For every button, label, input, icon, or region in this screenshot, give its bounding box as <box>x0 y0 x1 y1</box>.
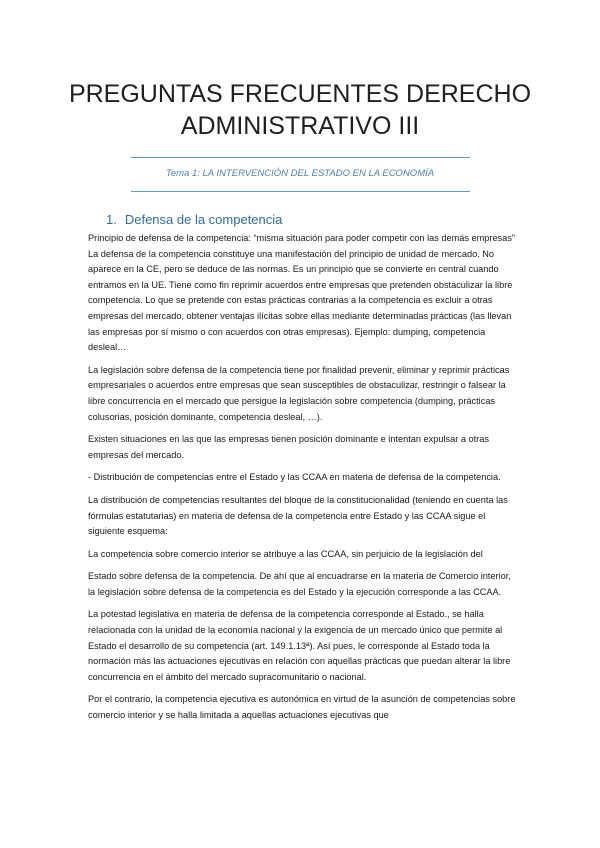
paragraph: - Distribución de competencias entre el Estado y las CCAA en materia de defensa de la competencia. <box>88 472 501 483</box>
document-body <box>88 231 516 731</box>
paragraph: Existen situaciones en las que las empresas tienen posición dominante e intentan expulsar a otras empresas del mercado. <box>88 434 489 460</box>
paragraph: Estado sobre defensa de la competencia. De ahí que al encuadrarse en la materia de Comercio interior, la legislación sobre defensa de la competencia es del Estado y la ejecución corresponde a las CCAA. <box>88 571 511 597</box>
title-divider-top <box>131 157 470 158</box>
section-number: 1. <box>106 212 117 227</box>
section-heading <box>106 212 282 227</box>
document-title <box>40 78 560 142</box>
paragraph: La potestad legislativa en materia de defensa de la competencia corresponde al Estado., se halla relacionada con la unidad de la economía nacional y la exigencia de un mercado único que permite al Estado el desarrollo de su competencia (art. 149.1.13ª). Así pues, le corresponde al Estado toda la normación más las actuaciones ejecutivas en relación con aquellas prácticas que puedan alterar la libre concurrencia en el ámbito del mercado supracomunitario o nacional. <box>88 609 511 682</box>
paragraph: La legislación sobre defensa de la competencia tiene por finalidad prevenir, eliminar y reprimir prácticas empresariales o acuerdos entre empresas que sean susceptibles de obstaculizar, restringir o falsear la libre concurrencia en el mercado que persigue la legislación sobre competencia (dumping, prácticas colusorias, posición dominante, competencia desleal, …). <box>88 364 510 422</box>
document-subtitle: Tema 1: LA INTERVENCIÓN DEL ESTADO EN LA ECONOMÍA <box>165 168 435 179</box>
title-line-1: PREGUNTAS FRECUENTES DERECHO <box>68 80 532 108</box>
paragraph: La competencia sobre comercio interior se atribuye a las CCAA, sin perjuicio de la legislación del <box>88 548 483 559</box>
section-heading-text: Defensa de la competencia <box>124 212 283 227</box>
paragraph: Principio de defensa de la competencia: “misma situación para poder competir con las demás empresas” La defensa de la competencia constituye una manifestación del principio de unidad de mercado. No aparece en la CE, pero se deduce de las normas. Es un principio que se convierte en central cuando entramos en la UE. Tiene como fin reprimir acuerdos entre empresas que pretenden obstaculizar la libre competencia. Lo que se pretende con estas prácticas contrarias a la competencia es excluir a otras empresas del mercado, obtener ventajas ilícitas sobre ellas mediante determinadas prácticas (las llevan las empresas por sí mismo o con acuerdos con otras empresas). Ejemplo: dumping, competencia desleal… <box>88 233 515 353</box>
paragraph: Por el contrario, la competencia ejecutiva es autonómica en virtud de la asunción de competencias sobre comercio interior y se halla limitada a aquellas actuaciones ejecutivas que <box>88 694 516 721</box>
title-divider-bottom <box>131 191 470 192</box>
paragraph: La distribución de competencias resultantes del bloque de la constitucionalidad (teniendo en cuenta las fórmulas estatutarias) en materia de defensa de la competencia entre Estado y las CCAA sigue el siguiente esquema: <box>88 494 508 537</box>
title-line-2: ADMINISTRATIVO III <box>180 112 420 140</box>
